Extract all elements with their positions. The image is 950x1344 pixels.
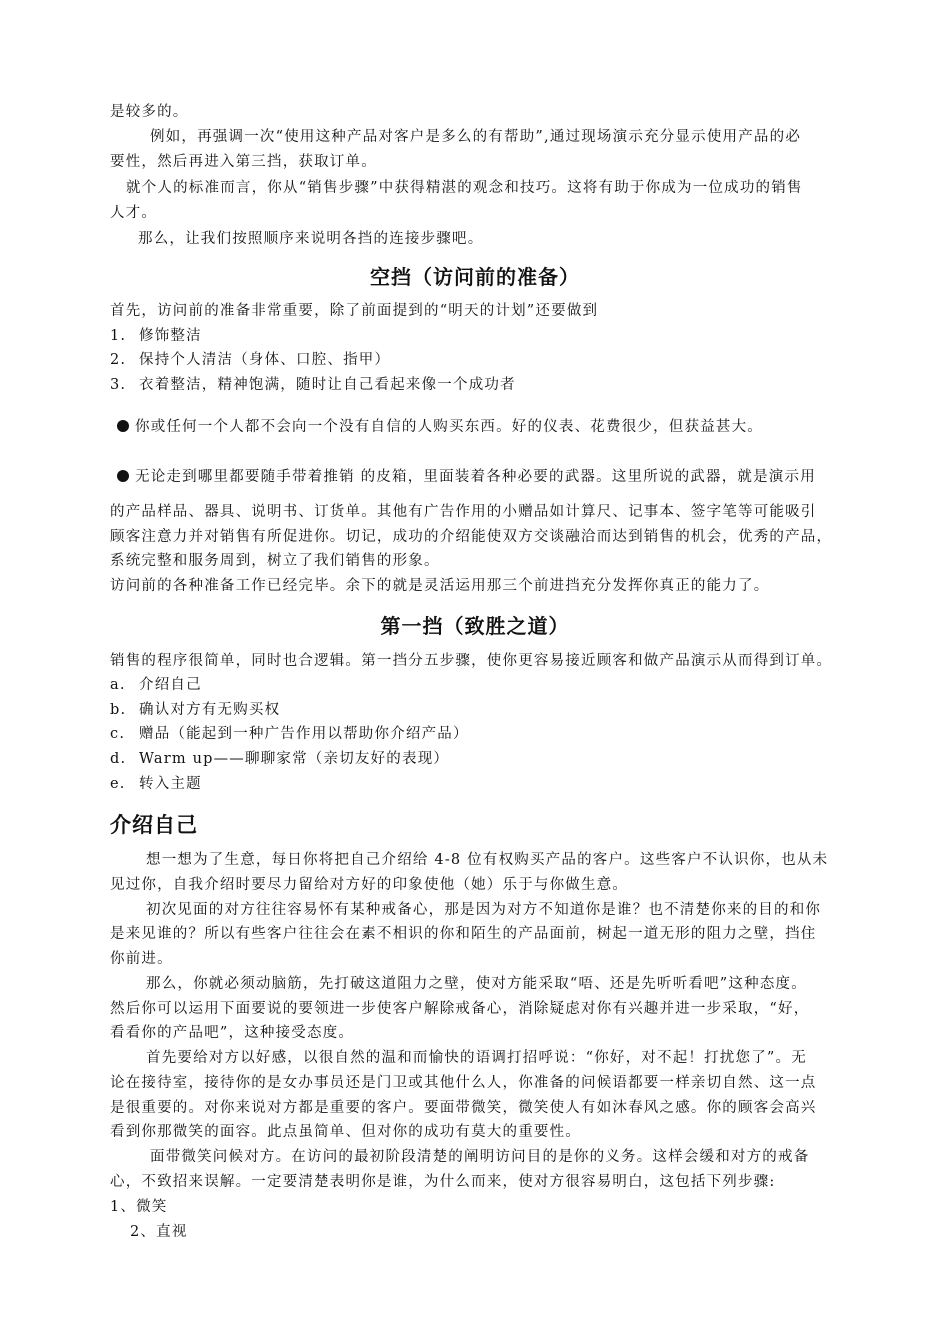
paragraph-line: 系统完整和服务周到，树立了我们销售的形象。 bbox=[110, 553, 440, 569]
section-heading: 第一挡（致胜之道） bbox=[380, 614, 570, 638]
paragraph-line: 的产品样品、器具、说明书、订货单。其他有广告作用的小赠品如计算尺、记事本、签字笔等可能吸引 bbox=[110, 504, 817, 520]
paragraph-line: 面带微笑问候对方。在访问的最初阶段清楚的阐明访问目的是你的义务。这样会缓和对方的戒备 bbox=[150, 1149, 810, 1165]
paragraph-line: 心，不致招来误解。一定要清楚表明你是谁，为什么而来，使对方很容易明白，这包括下列步骤: bbox=[110, 1174, 776, 1190]
paragraph-line: 论在接待室，接待你的是女办事员还是门卫或其他什么人，你准备的问候语都要一样亲切自然、这一点 bbox=[110, 1075, 817, 1091]
paragraph-line: 访问前的各种准备工作已经完毕。余下的就是灵活运用那三个前进挡充分发挥你真正的能力了。 bbox=[110, 578, 770, 594]
list-text: 赠品（能起到一种广告作用以帮助你介绍产品） bbox=[139, 726, 469, 742]
paragraph-line: 是很重要的。对你来说对方都是重要的客户。要面带微笑，微笑使人有如沐春风之感。你的顾客会高兴 bbox=[110, 1100, 817, 1116]
list-text: 衣着整洁，精神饱满，随时让自己看起来像一个成功者 bbox=[139, 377, 516, 393]
bullet-icon bbox=[117, 420, 129, 432]
bullet-text: 你或任何一个人都不会向一个没有自信的人购买东西。好的仪表、花费很少，但获益甚大。 bbox=[135, 419, 763, 435]
paragraph-line: 那么，让我们按照顺序来说明各挡的连接步骤吧。 bbox=[138, 231, 484, 247]
section-heading: 空挡（访问前的准备） bbox=[370, 265, 580, 289]
paragraph-line: 你前进。 bbox=[110, 951, 173, 967]
list-item bbox=[110, 747, 450, 771]
list-text: 修饰整洁 bbox=[139, 328, 202, 344]
paragraph-line: 是来见谁的？所以有些客户往往会在素不相识的你和陌生的产品面前，树起一道无形的阻力之壁，挡住 bbox=[110, 926, 817, 942]
paragraph-line: 那么，你就必须动脑筋，先打破这道阻力之壁，使对方能采取“唔、还是先听听看吧”这种态度。 bbox=[146, 976, 807, 992]
paragraph-line: 看到你那微笑的面容。此点虽简单、但对你的成功有莫大的重要性。 bbox=[110, 1124, 581, 1140]
list-item bbox=[110, 772, 202, 796]
list-letter: c. bbox=[110, 726, 126, 742]
paragraph-line: 是较多的。 bbox=[110, 104, 189, 120]
list-item bbox=[110, 698, 281, 722]
paragraph-line: 就个人的标准而言，你从“销售步骤”中获得精湛的观念和技巧。这将有助于你成为一位成功的销售 bbox=[126, 180, 803, 196]
list-number: 1. bbox=[110, 328, 127, 344]
paragraph-line: 然后你可以运用下面要说的要领进一步使客户解除戒备心，消除疑虑对你有兴趣并进一步采取，“好， bbox=[110, 1001, 810, 1017]
paragraph-line: 例如，再强调一次“使用这种产品对客户是多么的有帮助”,通过现场演示充分显示使用产品的必 bbox=[150, 129, 802, 145]
bullet-paragraph bbox=[117, 465, 816, 489]
list-item bbox=[110, 324, 202, 348]
list-letter: d. bbox=[110, 751, 127, 767]
list-text: 保持个人清洁（身体、口腔、指甲） bbox=[139, 352, 391, 368]
paragraph-line: 初次见面的对方往往容易怀有某种戒备心，那是因为对方不知道你是谁？也不清楚你来的目的和你 bbox=[146, 902, 822, 918]
list-text: 确认对方有无购买权 bbox=[139, 702, 281, 718]
bullet-text: 无论走到哪里都要随手带着推销 的皮箱，里面装着各种必要的武器。这里所说的武器，就是演示用 bbox=[135, 469, 816, 485]
paragraph-line: 人才。 bbox=[110, 205, 158, 221]
list-item bbox=[110, 373, 516, 397]
list-letter: b. bbox=[110, 702, 127, 718]
section-intro: 销售的程序很简单，同时也合逻辑。第一挡分五步骤，使你更容易接近顾客和做产品演示从而得到订单。 bbox=[110, 653, 833, 669]
list-item bbox=[110, 348, 391, 372]
list-number: 3. bbox=[110, 377, 127, 393]
list-item bbox=[110, 722, 469, 746]
list-text: 介绍自己 bbox=[139, 677, 202, 693]
paragraph-line: 想一想为了生意，每日你将把自己介绍给 4-8 位有权购买产品的客户。这些客户不认识你，也从未 bbox=[146, 852, 829, 868]
step-item: 2、直视 bbox=[130, 1224, 188, 1240]
list-text: Warm up——聊聊家常（亲切友好的表现） bbox=[139, 751, 450, 767]
subsection-heading: 介绍自己 bbox=[110, 813, 198, 837]
paragraph-line: 要性，然后再进入第三挡，获取订单。 bbox=[110, 154, 377, 170]
paragraph-line: 顾客注意力并对销售有所促进你。切记，成功的介绍能使双方交谈融洽而达到销售的机会，优秀的产品， bbox=[110, 529, 833, 545]
list-text: 转入主题 bbox=[139, 776, 202, 792]
paragraph-line: 首先要给对方以好感，以很自然的温和而愉快的语调打招呼说：“你好，对不起！打扰您了”。无 bbox=[146, 1050, 807, 1066]
paragraph-line: 见过你，自我介绍时要尽力留给对方好的印象使他（她）乐于与你做生意。 bbox=[110, 877, 629, 893]
section-intro: 首先，访问前的准备非常重要，除了前面提到的“明天的计划”还要做到 bbox=[110, 303, 599, 319]
bullet-paragraph bbox=[117, 415, 763, 439]
list-letter: a. bbox=[110, 677, 126, 693]
list-number: 2. bbox=[110, 352, 127, 368]
step-item: 1、微笑 bbox=[110, 1199, 168, 1215]
paragraph-line: 看看你的产品吧”，这种接受态度。 bbox=[110, 1025, 355, 1041]
list-item bbox=[110, 673, 202, 697]
list-letter: e. bbox=[110, 776, 126, 792]
bullet-icon bbox=[117, 470, 129, 482]
